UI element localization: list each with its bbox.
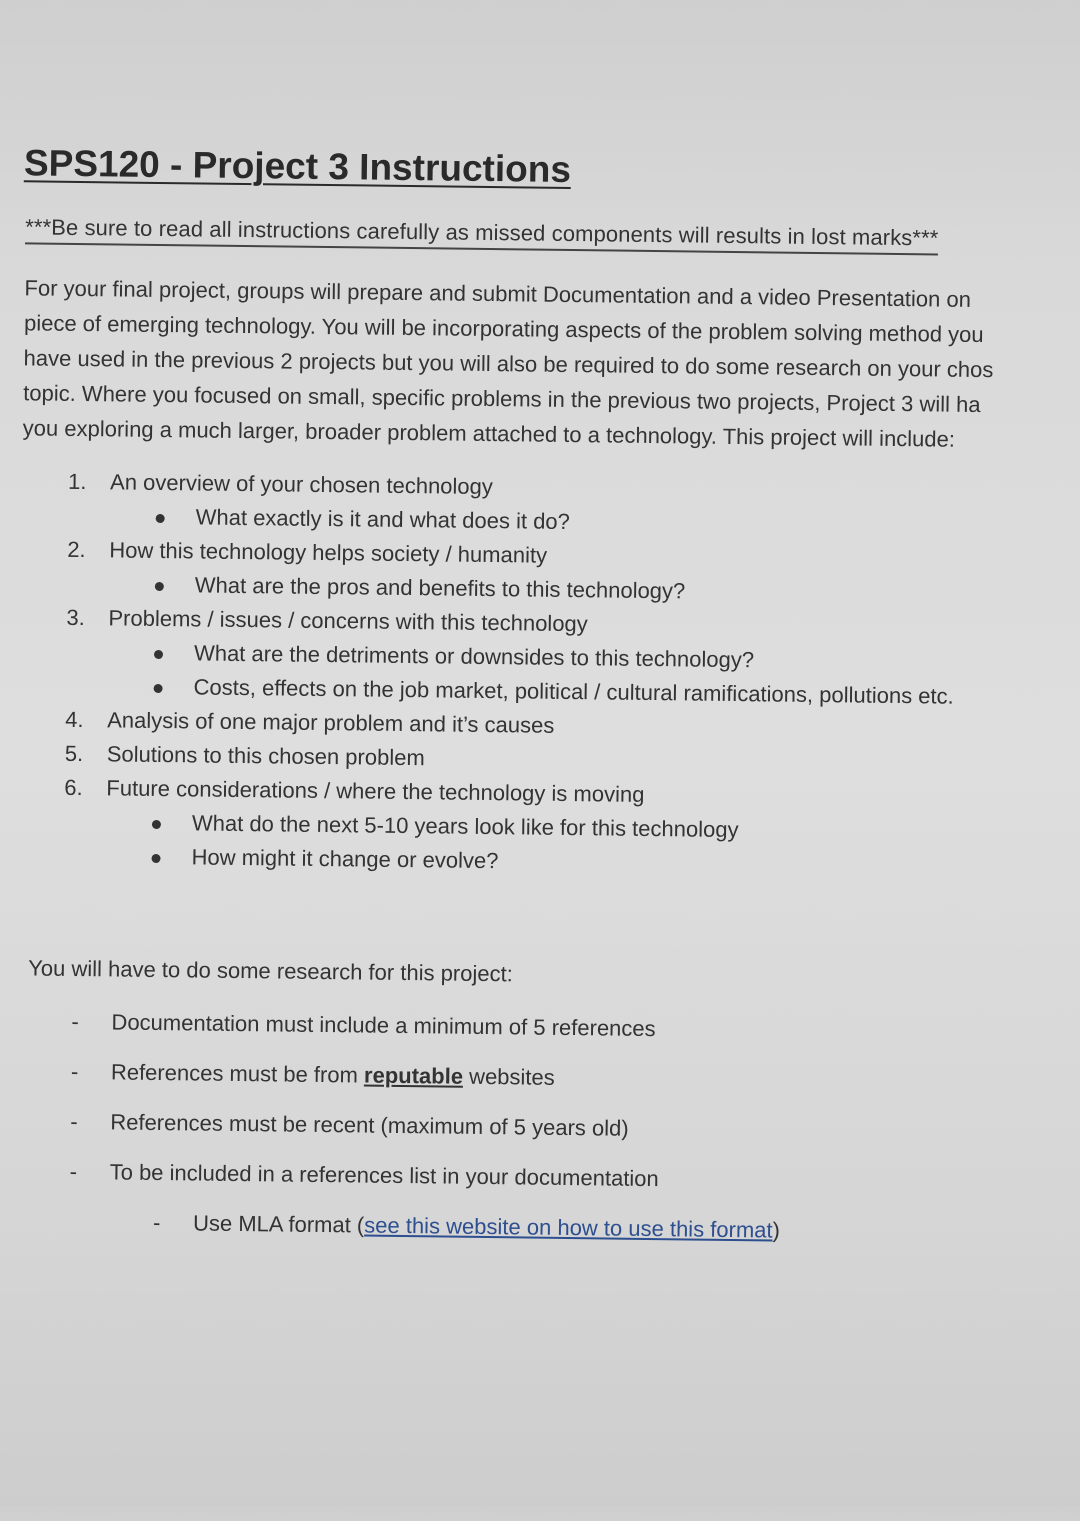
bullet-icon — [154, 650, 163, 659]
bullet-icon — [155, 582, 164, 591]
dash-marker: - — [152, 1209, 161, 1236]
dash-marker: - — [69, 1158, 78, 1185]
requirement-text: Documentation must include a minimum of 5 references — [111, 1009, 656, 1042]
sub-item-text: What do the next 5-10 years look like for this technology — [191, 810, 739, 843]
sub-item-text: What are the pros and benefits to this technology? — [194, 572, 686, 604]
sub-item-text: What are the detriments or downsides to this technology? — [193, 640, 755, 673]
mla-format-link[interactable]: see this website on how to use this format — [364, 1212, 773, 1243]
requirement-text — [193, 1210, 780, 1243]
sub-item-text: How might it change or evolve? — [191, 844, 499, 874]
item-text: Future considerations / where the technology is moving — [106, 775, 645, 807]
requirement-text — [111, 1059, 555, 1090]
item-text: An overview of your chosen technology — [109, 469, 494, 500]
emphasis-reputable: reputable — [363, 1062, 464, 1089]
sub-item-text: What exactly is it and what does it do? — [195, 504, 571, 535]
item-number: 5. — [64, 740, 84, 767]
mla-text-end: ) — [772, 1217, 781, 1243]
sub-item-text: Costs, effects on the job market, political / cultural ramifications, pollutions etc. — [193, 674, 954, 709]
dash-marker: - — [70, 1058, 79, 1085]
item-number: 6. — [64, 774, 83, 801]
item-text: Analysis of one major problem and it’s causes — [107, 707, 555, 738]
requirement-text-start: References must be from — [110, 1059, 359, 1088]
intro-line: For your final project, groups will prepare and submit Documentation and a video Presentation on — [24, 275, 972, 312]
item-number: 2. — [67, 536, 86, 563]
item-number: 4. — [65, 706, 84, 733]
bullet-icon — [152, 820, 161, 829]
item-number: 1. — [67, 468, 87, 495]
requirement-text: References must be recent (maximum of 5 years old) — [110, 1109, 629, 1141]
intro-paragraph — [23, 270, 1080, 458]
intro-line: you exploring a much larger, broader problem attached to a technology. This project will include: — [22, 415, 956, 452]
bullet-icon — [156, 514, 165, 523]
mla-text-start: Use MLA format ( — [192, 1210, 365, 1238]
item-number: 3. — [66, 604, 85, 631]
item-text: How this technology helps society / humanity — [109, 537, 548, 568]
item-text: Solutions to this chosen problem — [106, 741, 425, 771]
page-title: SPS120 - Project 3 Instructions — [23, 142, 572, 190]
dash-marker: - — [70, 1108, 78, 1135]
research-heading: You will have to do some research for this project: — [28, 955, 513, 987]
intro-line: have used in the previous 2 projects but you will also be required to do some research on your chos — [23, 345, 994, 383]
intro-line: topic. Where you focused on small, specific problems in the previous two projects, Project 3 will ha — [23, 380, 981, 418]
bullet-icon — [154, 684, 163, 693]
requirement-text: To be included in a references list in your documentation — [109, 1159, 659, 1192]
requirement-text-end: websites — [468, 1063, 555, 1090]
intro-line: piece of emerging technology. You will be incorporating aspects of the problem solving method you — [23, 310, 984, 348]
warning-note: ***Be sure to read all instructions carefully as missed components will results in lost marks*** — [25, 214, 939, 255]
dash-marker: - — [71, 1008, 80, 1035]
item-text: Problems / issues / concerns with this technology — [108, 605, 588, 637]
bullet-icon — [151, 854, 160, 863]
